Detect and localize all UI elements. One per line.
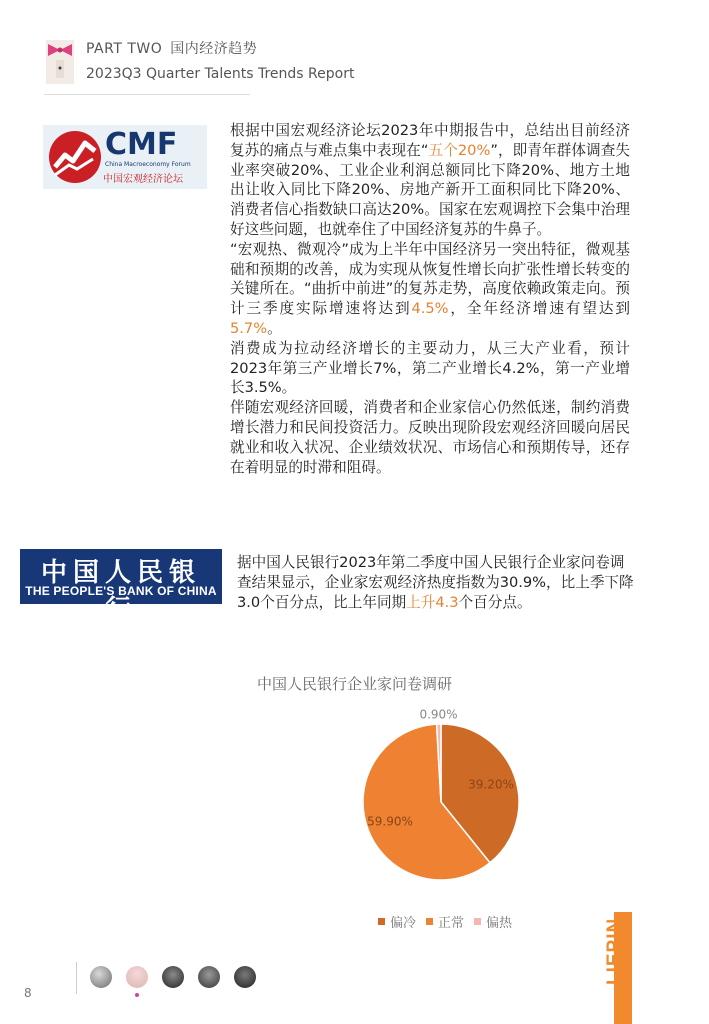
pboc-survey-text <box>237 553 637 612</box>
paragraph-five-20 <box>230 121 630 240</box>
legend-label: 偏冷 <box>389 916 416 931</box>
legend-item-normal <box>426 912 464 931</box>
legend-label: 正常 <box>437 916 464 931</box>
paragraph-confidence: 伴随宏观经济回暖，消费者和企业家信心仍然低迷，制约消费增长潜力和民间投资活力。反映出现阶段宏观经济回暖向居民就业和收入状况、企业绩效状况、市场信心和预期传导，还存在着明显的时滞和阻碍。 <box>230 399 630 476</box>
header-divider <box>44 94 250 95</box>
footer-nav <box>90 966 256 988</box>
paragraph-survey <box>237 553 637 612</box>
globe-icon[interactable] <box>90 966 112 988</box>
pie-label-hot: 0.90% <box>419 707 458 722</box>
building-icon[interactable] <box>198 966 220 988</box>
legend-item-cold <box>378 912 416 931</box>
person-bowtie-icon <box>44 38 76 86</box>
legend-swatch <box>378 918 385 925</box>
paragraph-consumption: 消费成为拉动经济增长的主要动力，从三大产业看，预计2023年第三产业增长7%，第二产业增长4.2%，第一产业增长3.5%。 <box>230 339 630 397</box>
active-indicator <box>135 993 139 997</box>
four-icon[interactable] <box>234 966 256 988</box>
pie-label-cold: 39.20% <box>468 777 514 792</box>
text-run: 个百分点。 <box>458 593 532 611</box>
legend-label: 偏热 <box>486 916 513 931</box>
text-run: 据中国人民银行2023年第二季度中国人民银行企业家问卷调查结果显示，企业家宏观经济热度指数为30.9%，比上季下降3.0个百分点，比上年同期 <box>237 554 634 611</box>
cmf-abbr: CMF <box>105 127 178 162</box>
cmf-english-name: China Macroeconomy Forum <box>105 161 191 168</box>
legend-swatch <box>426 918 433 925</box>
part-title: 国内经济趋势 <box>170 41 258 57</box>
cmf-emblem-icon <box>47 129 103 185</box>
page-number: 8 <box>24 986 32 1000</box>
report-title: 2023Q3 Quarter Talents Trends Report <box>86 66 355 82</box>
pboc-english-name: THE PEOPLE'S BANK OF CHINA <box>25 584 217 598</box>
cmf-chinese-name: 中国宏观经济论坛 <box>103 174 183 185</box>
pen-icon[interactable] <box>162 966 184 988</box>
paragraph-macro-hot-micro-cold <box>230 240 630 339</box>
pboc-chinese-name: 中国人民银行 <box>40 558 201 625</box>
text-run: 。 <box>267 319 282 337</box>
footer-divider <box>76 962 77 994</box>
text-run: ”，即青年群体调查失业率突破20%、工业企业利润总额同比下降20%、地方土地出让收入同比下降20%、房地产新开工面积同比下降20%、消费者信心指数缺口高达20%。国家在宏观调控下会集中治理好这些问题，也就牵住了中国经济复苏的牛鼻子。 <box>230 141 631 238</box>
text-run: ，全年经济增速有望达到 <box>448 300 630 318</box>
highlight-yoy-rise: 上升4.3 <box>406 593 459 611</box>
person-icon[interactable] <box>126 966 148 988</box>
legend-item-hot <box>474 912 512 931</box>
legend-swatch <box>474 918 481 925</box>
section-header <box>86 38 257 58</box>
part-label: PART TWO <box>86 41 163 57</box>
pboc-logo <box>20 549 222 625</box>
cmf-logo <box>43 125 207 189</box>
text-run: “宏观热、微观冷”成为上半年中国经济另一突出特征，微观基础和预期的改善，成为实现从恢复性增长向扩张性增长转变的关键所在。“曲折中前进”的复苏走势，高度依赖政策走向。预计三季度实际增速将达到 <box>230 240 630 318</box>
chart-title: 中国人民银行企业家问卷调研 <box>256 675 452 693</box>
highlight-q3-growth: 4.5% <box>411 300 449 318</box>
text-run: 根据中国宏观经济论坛2023年中期报告中，总结出目前经济复苏的痛点与难点集中表现在“ <box>230 122 630 159</box>
chart-legend <box>0 912 709 931</box>
brand-logo: LIEPIN <box>604 917 625 985</box>
pie-label-normal: 59.90% <box>367 814 413 829</box>
highlight-five-20: 五个20% <box>428 141 491 159</box>
pie-chart <box>340 700 540 900</box>
macro-economy-text <box>230 121 630 477</box>
highlight-annual-growth: 5.7% <box>230 319 268 337</box>
